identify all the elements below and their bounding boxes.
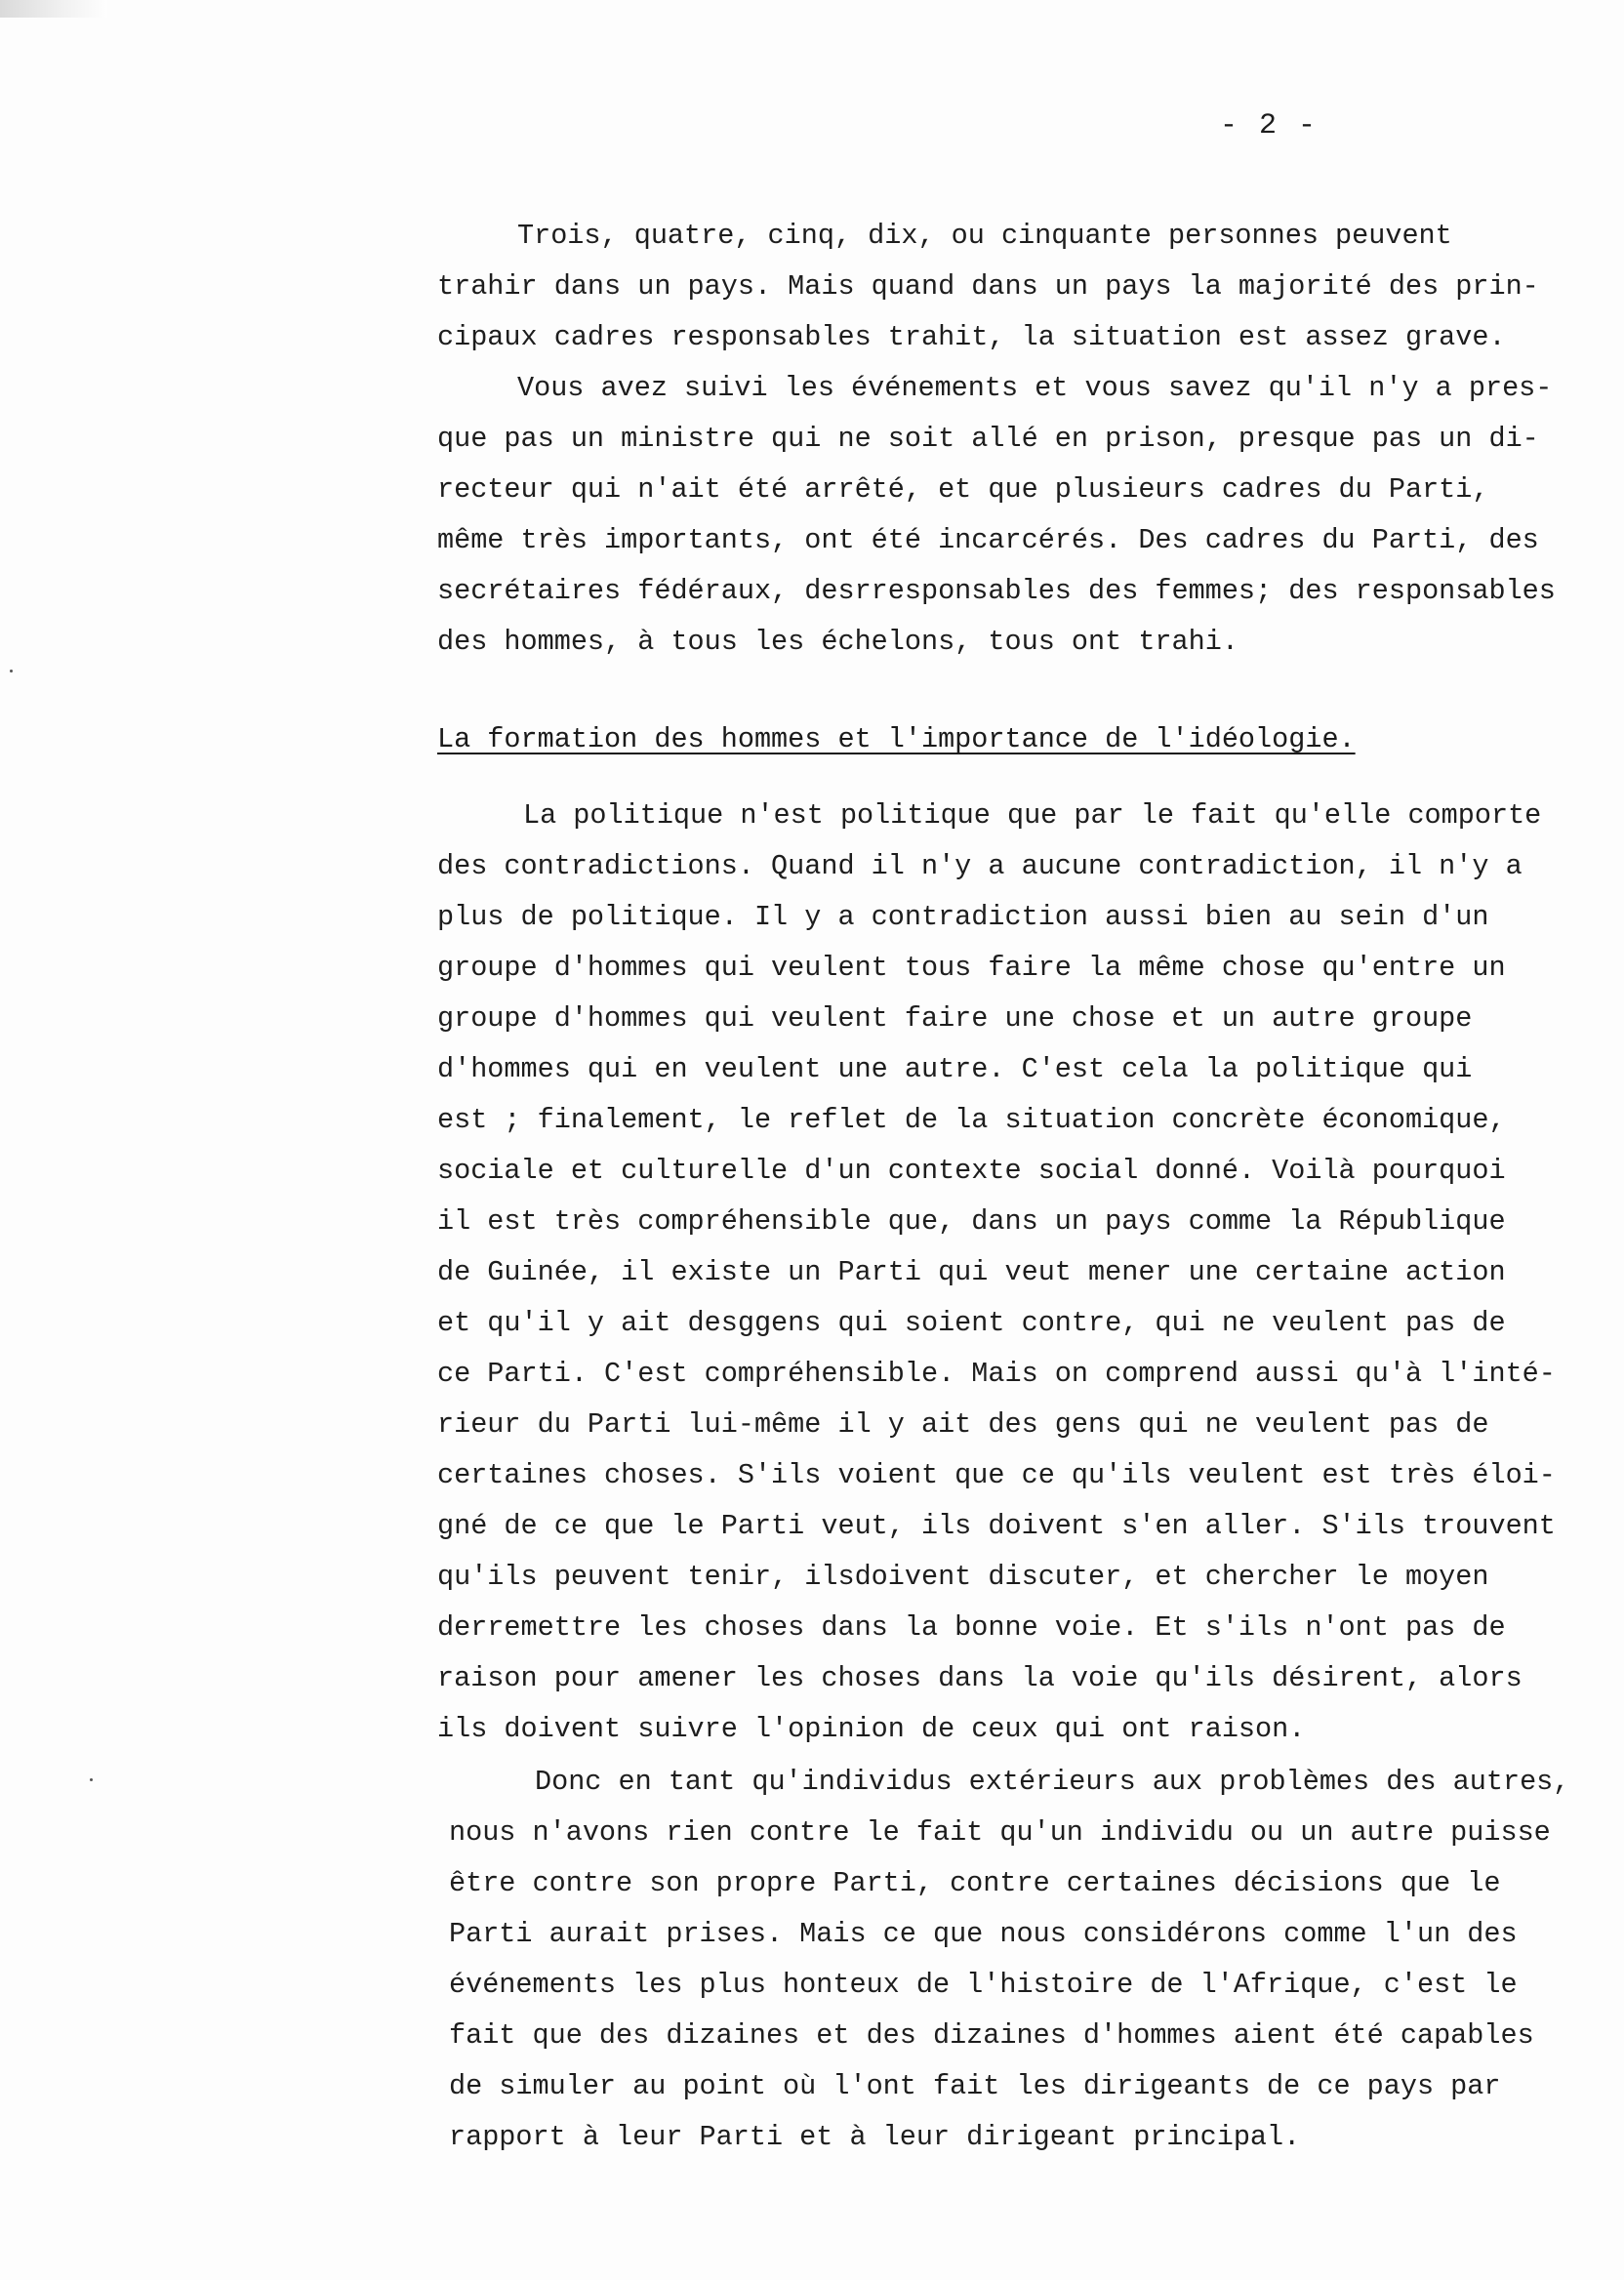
text-line: de Guinée, il existe un Parti qui veut mener une certaine action [437, 1256, 1506, 1288]
text-line: cipaux cadres responsables trahit, la situation est assez grave. [437, 321, 1506, 353]
text-line: Vous avez suivi les événements et vous savez qu'il n'y a pres- [517, 372, 1553, 404]
text-line: derremettre les choses dans la bonne voie. Et s'ils n'ont pas de [437, 1611, 1506, 1644]
text-line: rieur du Parti lui-même il y ait des gens qui ne veulent pas de [437, 1408, 1489, 1441]
text-line: trahir dans un pays. Mais quand dans un pays la majorité des prin- [437, 270, 1539, 303]
text-line: il est très compréhensible que, dans un pays comme la République [437, 1205, 1506, 1238]
text-line: des contradictions. Quand il n'y a aucune contradiction, il n'y a [437, 850, 1522, 882]
text-line: Donc en tant qu'individus extérieurs aux problèmes des autres, [535, 1766, 1570, 1798]
text-line: raison pour amener les choses dans la voie qu'ils désirent, alors [437, 1662, 1522, 1694]
text-line: fait que des dizaines et des dizaines d'hommes aient été capables [449, 2019, 1534, 2052]
section-heading: La formation des hommes et l'importance de l'idéologie. [437, 723, 1356, 755]
text-line: sociale et culturelle d'un contexte social donné. Voilà pourquoi [437, 1155, 1506, 1187]
text-line: ce Parti. C'est compréhensible. Mais on comprend aussi qu'à l'inté- [437, 1358, 1556, 1390]
text-line: certaines choses. S'ils voient que ce qu'ils veulent est très éloi- [437, 1459, 1556, 1491]
text-line: ils doivent suivre l'opinion de ceux qui ont raison. [437, 1713, 1306, 1745]
text-line: Parti aurait prises. Mais ce que nous considérons comme l'un des [449, 1918, 1518, 1950]
scan-speck [10, 670, 13, 672]
text-line: plus de politique. Il y a contradiction aussi bien au sein d'un [437, 901, 1489, 933]
scan-speck [90, 1778, 93, 1781]
text-line: événements les plus honteux de l'histoire de l'Afrique, c'est le [449, 1969, 1518, 2001]
text-line: est ; finalement, le reflet de la situation concrète économique, [437, 1104, 1506, 1136]
text-line: groupe d'hommes qui veulent tous faire la même chose qu'entre un [437, 952, 1506, 984]
text-line: nous n'avons rien contre le fait qu'un individu ou un autre puisse [449, 1816, 1551, 1849]
text-line: de simuler au point où l'ont fait les dirigeants de ce pays par [449, 2070, 1501, 2102]
text-line: être contre son propre Parti, contre certaines décisions que le [449, 1867, 1501, 1899]
text-line: gné de ce que le Parti veut, ils doivent s'en aller. S'ils trouvent [437, 1510, 1556, 1542]
text-line: recteur qui n'ait été arrêté, et que plusieurs cadres du Parti, [437, 473, 1489, 506]
scan-edge-artifact [0, 0, 107, 18]
text-line: des hommes, à tous les échelons, tous ont trahi. [437, 626, 1238, 658]
text-line: même très importants, ont été incarcérés. Des cadres du Parti, des [437, 524, 1539, 556]
text-line: rapport à leur Parti et à leur dirigeant principal. [449, 2121, 1301, 2153]
text-line: secrétaires fédéraux, desrresponsables des femmes; des responsables [437, 575, 1556, 607]
text-line: qu'ils peuvent tenir, ilsdoivent discuter, et chercher le moyen [437, 1561, 1489, 1593]
text-line: Trois, quatre, cinq, dix, ou cinquante personnes peuvent [517, 220, 1452, 252]
text-line: La politique n'est politique que par le fait qu'elle comporte [523, 799, 1542, 832]
text-line: que pas un ministre qui ne soit allé en prison, presque pas un di- [437, 423, 1539, 455]
page-number: - 2 - [1219, 109, 1318, 142]
text-line: groupe d'hommes qui veulent faire une chose et un autre groupe [437, 1002, 1473, 1035]
text-line: et qu'il y ait desggens qui soient contre, qui ne veulent pas de [437, 1307, 1506, 1339]
text-line: d'hommes qui en veulent une autre. C'est cela la politique qui [437, 1053, 1473, 1085]
